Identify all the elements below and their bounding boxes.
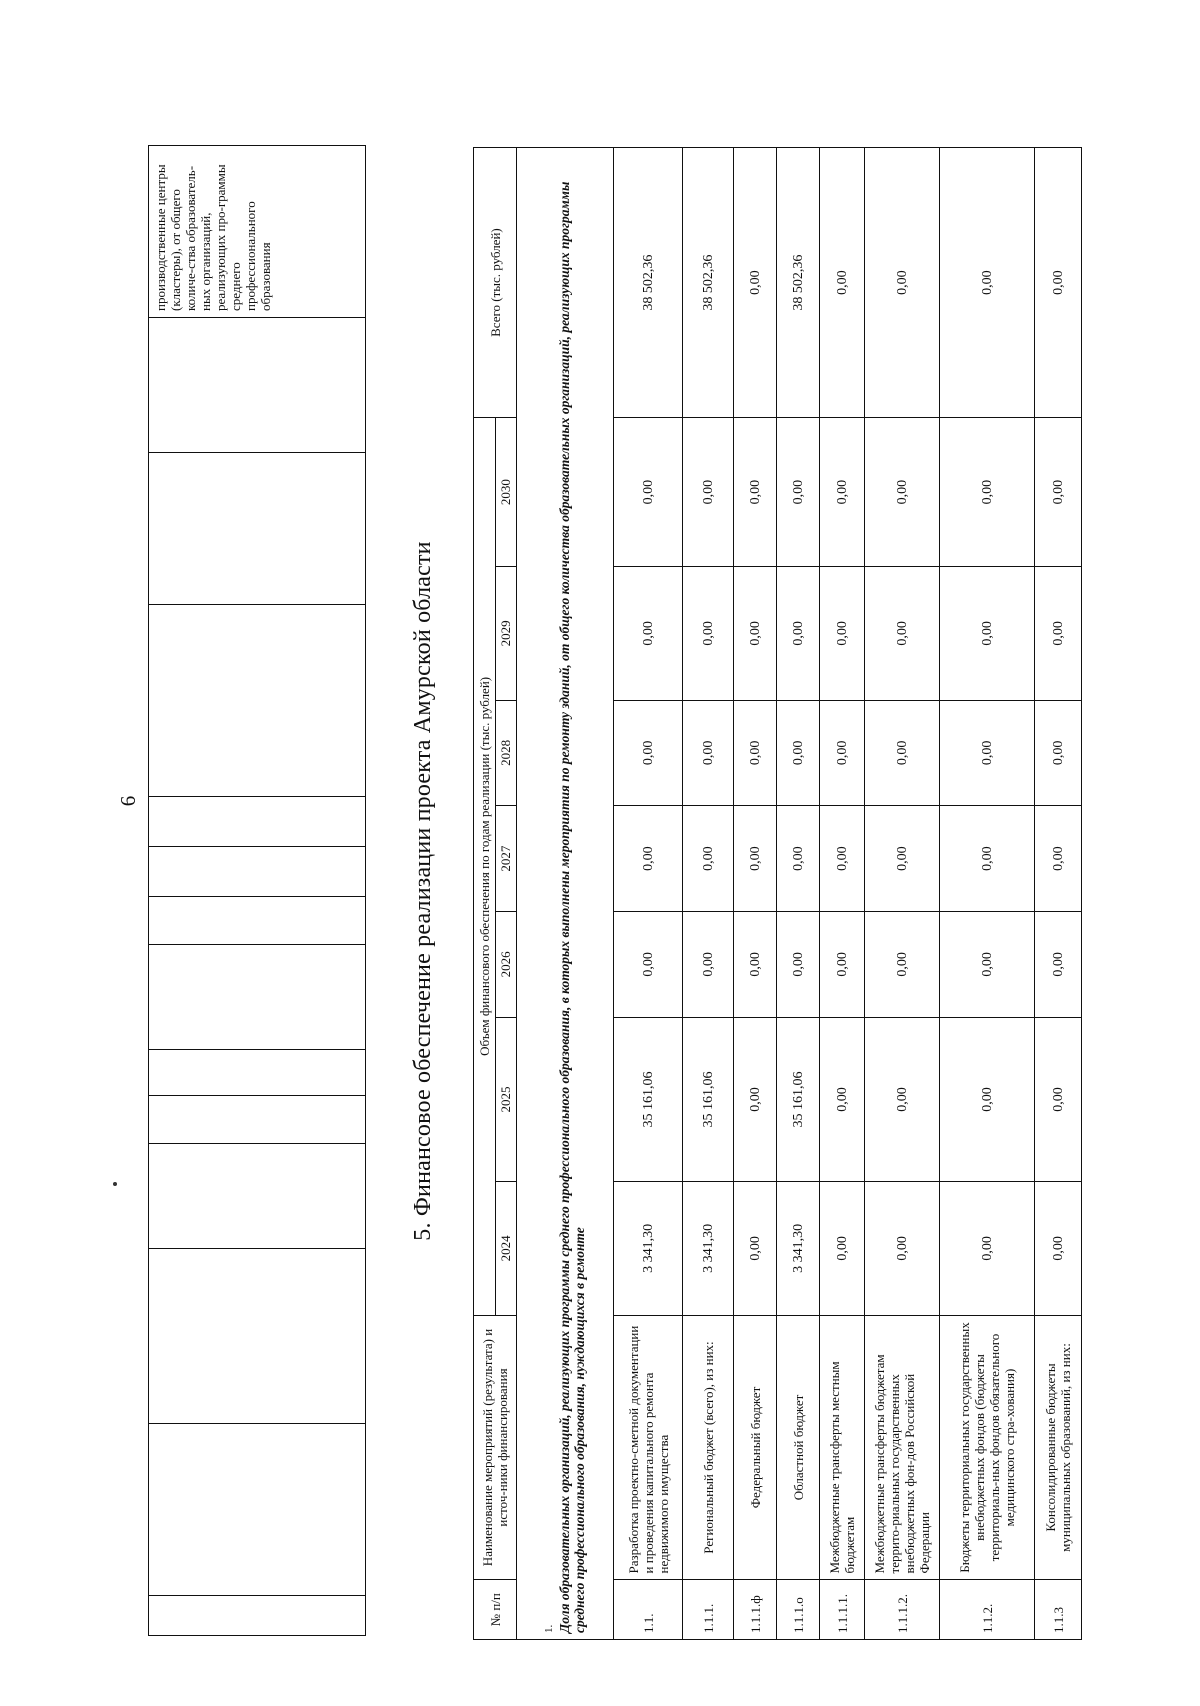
year-value: 0,00 (820, 912, 865, 1018)
col-header-name: Наименование мероприятий (результата) и источ-ники финансирования (474, 1315, 517, 1580)
year-header: 2030 (495, 418, 517, 567)
row-total: 38 502,36 (683, 148, 734, 418)
year-value: 0,00 (820, 1017, 865, 1181)
row-total: 0,00 (820, 148, 865, 418)
row-total: 0,00 (940, 148, 1035, 418)
row-number: 1.1.2. (940, 1580, 1035, 1640)
year-value: 0,00 (1035, 418, 1082, 567)
table-row (734, 148, 777, 1640)
year-value: 0,00 (1035, 700, 1082, 806)
row-number: 1.1.1. (683, 1580, 734, 1640)
year-value: 0,00 (940, 806, 1035, 912)
year-value: 0,00 (940, 700, 1035, 806)
row-total: 0,00 (865, 148, 940, 418)
year-value: 0,00 (614, 567, 683, 700)
goal-cell (517, 148, 614, 1640)
year-value: 0,00 (734, 700, 777, 806)
row-total: 0,00 (734, 148, 777, 418)
year-value: 0,00 (940, 1017, 1035, 1181)
year-value: 0,00 (1035, 806, 1082, 912)
table-row (614, 148, 683, 1640)
year-header: 2026 (495, 912, 517, 1018)
row-total: 38 502,36 (614, 148, 683, 418)
row-total: 0,00 (1035, 148, 1082, 418)
indicator-note: производственные центры (кластеры), от общего количе-ства образователь-ных организаций, реализующих про-граммы среднего профессионального образования (149, 146, 366, 318)
year-value: 0,00 (614, 806, 683, 912)
year-value: 0,00 (777, 806, 820, 912)
row-number: 1.1. (614, 1580, 683, 1640)
year-value: 0,00 (734, 418, 777, 567)
year-value: 0,00 (683, 912, 734, 1018)
year-header: 2027 (495, 806, 517, 912)
year-value: 0,00 (865, 1182, 940, 1315)
finance-table (473, 147, 1082, 1640)
year-value: 3 341,30 (777, 1182, 820, 1315)
row-name: Областной бюджет (777, 1315, 820, 1580)
year-value: 0,00 (734, 912, 777, 1018)
year-value: 0,00 (940, 418, 1035, 567)
scan-speck (113, 1182, 117, 1186)
col-header-volume: Объем финансового обеспечения по годам реализации (тыс. рублей) (474, 418, 496, 1315)
year-value: 0,00 (777, 567, 820, 700)
year-value: 0,00 (683, 806, 734, 912)
year-value: 0,00 (940, 1182, 1035, 1315)
year-value: 0,00 (820, 700, 865, 806)
table-row (820, 148, 865, 1640)
row-name: Межбюджетные трансферты бюджетам террито-риальных государственных внебюджетных фон-дов Российской Федерации (865, 1315, 940, 1580)
row-number: 1.1.1.1. (820, 1580, 865, 1640)
year-value: 0,00 (734, 1017, 777, 1181)
year-value: 0,00 (777, 700, 820, 806)
year-value: 35 161,06 (683, 1017, 734, 1181)
table-row (777, 148, 820, 1640)
table-row (1035, 148, 1082, 1640)
section-title: 5. Финансовое обеспечение реализации проекта Амурской области (410, 541, 436, 1241)
col-header-total: Всего (тыс. рублей) (474, 148, 517, 418)
year-value: 3 341,30 (683, 1182, 734, 1315)
year-value: 0,00 (734, 806, 777, 912)
year-value: 0,00 (1035, 567, 1082, 700)
year-value: 0,00 (614, 912, 683, 1018)
goal-text: Доля образовательных организаций, реализующих программы среднего профессионального образования, в которых выполнены мероприятия по ремонту зданий, от общего количества образовательных организаций, реализующих программы среднего профессионального образования, нуждающихся в ремонте (556, 181, 587, 1633)
row-total: 38 502,36 (777, 148, 820, 418)
table-row (683, 148, 734, 1640)
row-name: Разработка проектно-сметной документации и проведения капитального ремонта недвижимого имущества (614, 1315, 683, 1580)
row-number: 1.1.1.о (777, 1580, 820, 1640)
header-row-1 (474, 148, 496, 1640)
year-value: 0,00 (614, 700, 683, 806)
year-value: 0,00 (865, 806, 940, 912)
year-value: 0,00 (820, 567, 865, 700)
year-value: 0,00 (1035, 912, 1082, 1018)
year-value: 0,00 (734, 567, 777, 700)
year-value: 0,00 (820, 1182, 865, 1315)
row-number: 1.1.3 (1035, 1580, 1082, 1640)
table-row (940, 148, 1035, 1640)
year-header: 2028 (495, 700, 517, 806)
col-header-num: № п/п (474, 1580, 517, 1640)
year-value: 0,00 (865, 418, 940, 567)
row-name: Бюджеты территориальных государственных внебюджетных фондов (бюджеты территориаль-ных фондов обязательного медицинского стра-хования) (940, 1315, 1035, 1580)
row-name: Межбюджетные трансферты местным бюджетам (820, 1315, 865, 1580)
row-number: 1.1.1.2. (865, 1580, 940, 1640)
year-value: 0,00 (683, 567, 734, 700)
goal-row (517, 148, 614, 1640)
row-number: 1.1.1.ф (734, 1580, 777, 1640)
year-value: 0,00 (1035, 1017, 1082, 1181)
year-value: 0,00 (777, 418, 820, 567)
year-value: 0,00 (865, 700, 940, 806)
year-value: 0,00 (940, 912, 1035, 1018)
year-header: 2024 (495, 1182, 517, 1315)
continued-table-fragment (148, 145, 366, 1636)
year-value: 0,00 (734, 1182, 777, 1315)
row-name: Консолидированные бюджеты муниципальных образований, из них: (1035, 1315, 1082, 1580)
page-number: 6 (116, 795, 140, 807)
year-value: 0,00 (683, 700, 734, 806)
year-value: 35 161,06 (777, 1017, 820, 1181)
row-name: Региональный бюджет (всего), из них: (683, 1315, 734, 1580)
year-value: 0,00 (820, 418, 865, 567)
goal-number: 1. (542, 1624, 555, 1633)
fragment-row (149, 146, 366, 1636)
year-value: 0,00 (683, 418, 734, 567)
year-value: 0,00 (865, 912, 940, 1018)
year-value: 0,00 (820, 806, 865, 912)
year-value: 0,00 (865, 567, 940, 700)
year-header: 2025 (495, 1017, 517, 1181)
year-value: 0,00 (865, 1017, 940, 1181)
year-value: 3 341,30 (614, 1182, 683, 1315)
year-value: 0,00 (1035, 1182, 1082, 1315)
row-name: Федеральный бюджет (734, 1315, 777, 1580)
year-value: 0,00 (940, 567, 1035, 700)
year-value: 35 161,06 (614, 1017, 683, 1181)
year-value: 0,00 (614, 418, 683, 567)
year-value: 0,00 (777, 912, 820, 1018)
table-row (865, 148, 940, 1640)
year-header: 2029 (495, 567, 517, 700)
